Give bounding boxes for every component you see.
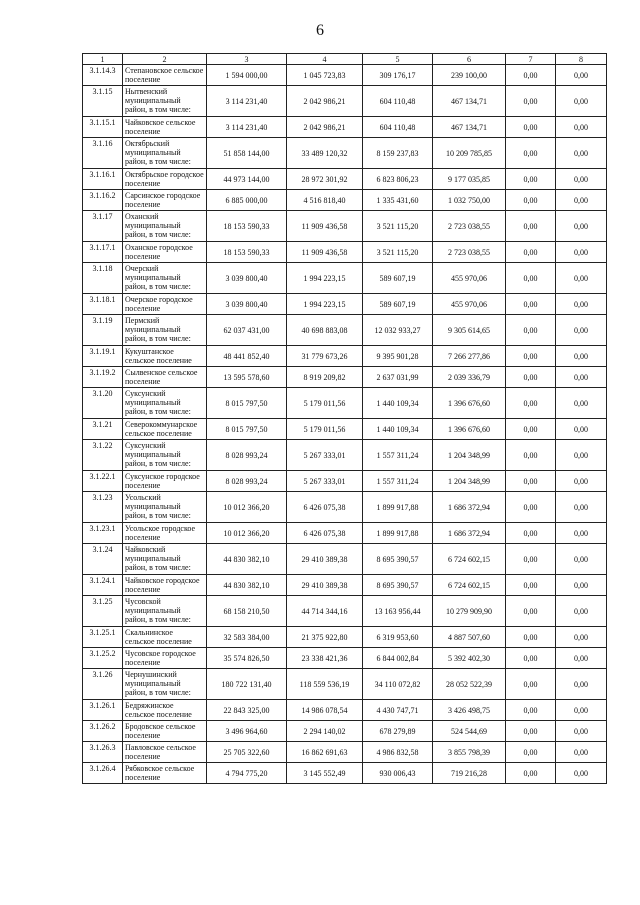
column-header: 6 <box>433 54 506 65</box>
table-row <box>83 575 607 596</box>
cell-col8: 0,00 <box>556 492 607 523</box>
table-row <box>83 117 607 138</box>
cell-col3: 6 885 000,00 <box>207 190 287 211</box>
cell-col5: 6 844 002,84 <box>363 648 433 669</box>
cell-col4: 5 179 011,56 <box>287 419 363 440</box>
cell-col4: 23 338 421,36 <box>287 648 363 669</box>
cell-col4: 11 909 436,58 <box>287 242 363 263</box>
cell-col7: 0,00 <box>506 367 556 388</box>
cell-col4: 2 294 140,02 <box>287 721 363 742</box>
cell-col8: 0,00 <box>556 346 607 367</box>
row-code: 3.1.23 <box>83 492 123 523</box>
cell-col6: 3 426 498,75 <box>433 700 506 721</box>
row-code: 3.1.26 <box>83 669 123 700</box>
cell-col8: 0,00 <box>556 763 607 784</box>
cell-col4: 44 714 344,16 <box>287 596 363 627</box>
cell-col8: 0,00 <box>556 169 607 190</box>
cell-col3: 48 441 852,40 <box>207 346 287 367</box>
cell-col6: 455 970,06 <box>433 263 506 294</box>
column-header: 8 <box>556 54 607 65</box>
row-code: 3.1.24 <box>83 544 123 575</box>
cell-col4: 11 909 436,58 <box>287 211 363 242</box>
cell-col6: 9 305 614,65 <box>433 315 506 346</box>
cell-col4: 5 179 011,56 <box>287 388 363 419</box>
cell-col8: 0,00 <box>556 523 607 544</box>
cell-col3: 8 015 797,50 <box>207 419 287 440</box>
cell-col7: 0,00 <box>506 294 556 315</box>
cell-col6: 6 724 602,15 <box>433 544 506 575</box>
cell-col8: 0,00 <box>556 65 607 86</box>
cell-col3: 10 012 366,20 <box>207 492 287 523</box>
row-code: 3.1.20 <box>83 388 123 419</box>
cell-col4: 3 145 552,49 <box>287 763 363 784</box>
row-code: 3.1.19 <box>83 315 123 346</box>
cell-col5: 930 006,43 <box>363 763 433 784</box>
row-code: 3.1.22 <box>83 440 123 471</box>
cell-col8: 0,00 <box>556 190 607 211</box>
row-code: 3.1.21 <box>83 419 123 440</box>
row-name: Сарсинское городское поселение <box>123 190 207 211</box>
cell-col5: 13 163 956,44 <box>363 596 433 627</box>
cell-col5: 3 521 115,20 <box>363 242 433 263</box>
row-code: 3.1.22.1 <box>83 471 123 492</box>
cell-col6: 467 134,71 <box>433 86 506 117</box>
cell-col4: 33 489 120,32 <box>287 138 363 169</box>
row-name: Суксунское городское поселение <box>123 471 207 492</box>
cell-col4: 28 972 301,92 <box>287 169 363 190</box>
row-name: Павловское сельское поселение <box>123 742 207 763</box>
row-code: 3.1.14.3 <box>83 65 123 86</box>
row-name: Чусовской муниципальный район, в том числе: <box>123 596 207 627</box>
cell-col3: 8 015 797,50 <box>207 388 287 419</box>
row-name: Бедряжинское сельское поселение <box>123 700 207 721</box>
row-name: Сылвенское сельское поселение <box>123 367 207 388</box>
cell-col3: 44 973 144,00 <box>207 169 287 190</box>
cell-col7: 0,00 <box>506 544 556 575</box>
cell-col6: 239 100,00 <box>433 65 506 86</box>
row-name: Скальнинское сельское поселение <box>123 627 207 648</box>
cell-col5: 1 899 917,88 <box>363 492 433 523</box>
row-code: 3.1.15.1 <box>83 117 123 138</box>
cell-col5: 309 176,17 <box>363 65 433 86</box>
cell-col3: 44 830 382,10 <box>207 575 287 596</box>
cell-col6: 1 396 676,60 <box>433 388 506 419</box>
cell-col5: 1 335 431,60 <box>363 190 433 211</box>
table-row <box>83 86 607 117</box>
cell-col4: 16 862 691,63 <box>287 742 363 763</box>
cell-col3: 3 114 231,40 <box>207 117 287 138</box>
cell-col6: 4 887 507,60 <box>433 627 506 648</box>
column-header: 3 <box>207 54 287 65</box>
cell-col6: 1 204 348,99 <box>433 471 506 492</box>
cell-col8: 0,00 <box>556 544 607 575</box>
cell-col4: 1 045 723,83 <box>287 65 363 86</box>
cell-col8: 0,00 <box>556 627 607 648</box>
row-code: 3.1.25 <box>83 596 123 627</box>
cell-col6: 1 204 348,99 <box>433 440 506 471</box>
cell-col5: 12 032 933,27 <box>363 315 433 346</box>
column-header: 4 <box>287 54 363 65</box>
row-name: Кукуштанское сельское поселение <box>123 346 207 367</box>
cell-col7: 0,00 <box>506 763 556 784</box>
cell-col4: 6 426 075,38 <box>287 492 363 523</box>
row-code: 3.1.25.1 <box>83 627 123 648</box>
cell-col7: 0,00 <box>506 242 556 263</box>
cell-col4: 31 779 673,26 <box>287 346 363 367</box>
row-name: Октябрьское городское поселение <box>123 169 207 190</box>
cell-col8: 0,00 <box>556 669 607 700</box>
cell-col6: 7 266 277,86 <box>433 346 506 367</box>
cell-col7: 0,00 <box>506 669 556 700</box>
row-code: 3.1.25.2 <box>83 648 123 669</box>
cell-col6: 6 724 602,15 <box>433 575 506 596</box>
cell-col3: 1 594 000,00 <box>207 65 287 86</box>
row-name: Пермский муниципальный район, в том числе: <box>123 315 207 346</box>
row-code: 3.1.26.1 <box>83 700 123 721</box>
cell-col8: 0,00 <box>556 211 607 242</box>
table-row <box>83 669 607 700</box>
cell-col5: 8 695 390,57 <box>363 544 433 575</box>
row-code: 3.1.19.1 <box>83 346 123 367</box>
table-row <box>83 763 607 784</box>
cell-col4: 4 516 818,40 <box>287 190 363 211</box>
cell-col5: 9 395 901,28 <box>363 346 433 367</box>
cell-col4: 1 994 223,15 <box>287 294 363 315</box>
row-code: 3.1.16.1 <box>83 169 123 190</box>
row-code: 3.1.26.4 <box>83 763 123 784</box>
cell-col3: 18 153 590,33 <box>207 242 287 263</box>
cell-col5: 6 823 806,23 <box>363 169 433 190</box>
cell-col6: 1 686 372,94 <box>433 492 506 523</box>
cell-col6: 1 396 676,60 <box>433 419 506 440</box>
row-name: Очерский муниципальный район, в том числе: <box>123 263 207 294</box>
cell-col4: 5 267 333,01 <box>287 471 363 492</box>
cell-col5: 604 110,48 <box>363 117 433 138</box>
cell-col5: 2 637 031,99 <box>363 367 433 388</box>
cell-col3: 62 037 431,00 <box>207 315 287 346</box>
cell-col8: 0,00 <box>556 721 607 742</box>
cell-col3: 22 843 325,00 <box>207 700 287 721</box>
cell-col4: 40 698 883,08 <box>287 315 363 346</box>
table-row <box>83 700 607 721</box>
cell-col5: 589 607,19 <box>363 263 433 294</box>
row-code: 3.1.16.2 <box>83 190 123 211</box>
table-row <box>83 492 607 523</box>
cell-col5: 1 557 311,24 <box>363 440 433 471</box>
cell-col5: 3 521 115,20 <box>363 211 433 242</box>
cell-col5: 589 607,19 <box>363 294 433 315</box>
row-name: Нытвенский муниципальный район, в том числе: <box>123 86 207 117</box>
cell-col7: 0,00 <box>506 700 556 721</box>
cell-col5: 34 110 072,82 <box>363 669 433 700</box>
cell-col8: 0,00 <box>556 294 607 315</box>
row-name: Степановское сельское поселение <box>123 65 207 86</box>
row-name: Рябковское сельское поселение <box>123 763 207 784</box>
cell-col6: 1 032 750,00 <box>433 190 506 211</box>
cell-col7: 0,00 <box>506 471 556 492</box>
cell-col8: 0,00 <box>556 315 607 346</box>
row-name: Очерское городское поселение <box>123 294 207 315</box>
cell-col8: 0,00 <box>556 575 607 596</box>
header-row <box>83 54 607 65</box>
cell-col5: 6 319 953,60 <box>363 627 433 648</box>
cell-col7: 0,00 <box>506 138 556 169</box>
table-row <box>83 367 607 388</box>
cell-col6: 2 039 336,79 <box>433 367 506 388</box>
cell-col5: 8 695 390,57 <box>363 575 433 596</box>
cell-col8: 0,00 <box>556 596 607 627</box>
cell-col6: 10 279 909,90 <box>433 596 506 627</box>
row-name: Северокоммунарское сельское поселение <box>123 419 207 440</box>
table-row <box>83 138 607 169</box>
column-header: 2 <box>123 54 207 65</box>
cell-col8: 0,00 <box>556 138 607 169</box>
cell-col3: 3 039 800,40 <box>207 294 287 315</box>
table-row <box>83 346 607 367</box>
cell-col3: 8 028 993,24 <box>207 440 287 471</box>
cell-col8: 0,00 <box>556 242 607 263</box>
row-name: Октябрьский муниципальный район, в том числе: <box>123 138 207 169</box>
cell-col7: 0,00 <box>506 211 556 242</box>
cell-col7: 0,00 <box>506 169 556 190</box>
table-row <box>83 294 607 315</box>
cell-col5: 1 440 109,34 <box>363 419 433 440</box>
cell-col6: 28 052 522,39 <box>433 669 506 700</box>
cell-col3: 18 153 590,33 <box>207 211 287 242</box>
cell-col8: 0,00 <box>556 86 607 117</box>
table-body <box>83 65 607 784</box>
cell-col5: 4 986 832,58 <box>363 742 433 763</box>
cell-col3: 35 574 826,50 <box>207 648 287 669</box>
cell-col7: 0,00 <box>506 492 556 523</box>
cell-col3: 44 830 382,10 <box>207 544 287 575</box>
cell-col7: 0,00 <box>506 648 556 669</box>
cell-col4: 29 410 389,38 <box>287 544 363 575</box>
column-header: 7 <box>506 54 556 65</box>
cell-col6: 10 209 785,85 <box>433 138 506 169</box>
row-code: 3.1.15 <box>83 86 123 117</box>
row-code: 3.1.23.1 <box>83 523 123 544</box>
table-row <box>83 440 607 471</box>
cell-col7: 0,00 <box>506 388 556 419</box>
cell-col3: 4 794 775,20 <box>207 763 287 784</box>
cell-col6: 719 216,28 <box>433 763 506 784</box>
cell-col3: 10 012 366,20 <box>207 523 287 544</box>
cell-col8: 0,00 <box>556 419 607 440</box>
cell-col3: 13 595 578,60 <box>207 367 287 388</box>
cell-col6: 467 134,71 <box>433 117 506 138</box>
cell-col3: 3 114 231,40 <box>207 86 287 117</box>
cell-col8: 0,00 <box>556 648 607 669</box>
table-row <box>83 315 607 346</box>
table-row <box>83 742 607 763</box>
cell-col7: 0,00 <box>506 315 556 346</box>
cell-col5: 1 899 917,88 <box>363 523 433 544</box>
cell-col5: 4 430 747,71 <box>363 700 433 721</box>
table-row <box>83 211 607 242</box>
cell-col7: 0,00 <box>506 596 556 627</box>
cell-col4: 21 375 922,80 <box>287 627 363 648</box>
table-row <box>83 169 607 190</box>
cell-col7: 0,00 <box>506 627 556 648</box>
row-code: 3.1.26.2 <box>83 721 123 742</box>
cell-col6: 2 723 038,55 <box>433 242 506 263</box>
table-row <box>83 65 607 86</box>
cell-col4: 1 994 223,15 <box>287 263 363 294</box>
row-code: 3.1.19.2 <box>83 367 123 388</box>
cell-col3: 25 705 322,60 <box>207 742 287 763</box>
cell-col8: 0,00 <box>556 742 607 763</box>
table-row <box>83 544 607 575</box>
cell-col4: 2 042 986,21 <box>287 86 363 117</box>
row-code: 3.1.24.1 <box>83 575 123 596</box>
cell-col7: 0,00 <box>506 65 556 86</box>
cell-col8: 0,00 <box>556 471 607 492</box>
table-row <box>83 648 607 669</box>
row-name: Суксунский муниципальный район, в том числе: <box>123 440 207 471</box>
cell-col5: 1 440 109,34 <box>363 388 433 419</box>
cell-col3: 8 028 993,24 <box>207 471 287 492</box>
cell-col4: 118 559 536,19 <box>287 669 363 700</box>
row-name: Чайковское городское поселение <box>123 575 207 596</box>
cell-col5: 1 557 311,24 <box>363 471 433 492</box>
cell-col7: 0,00 <box>506 263 556 294</box>
cell-col6: 2 723 038,55 <box>433 211 506 242</box>
cell-col7: 0,00 <box>506 86 556 117</box>
table-row <box>83 419 607 440</box>
cell-col4: 5 267 333,01 <box>287 440 363 471</box>
cell-col6: 3 855 798,39 <box>433 742 506 763</box>
cell-col8: 0,00 <box>556 367 607 388</box>
table-row <box>83 471 607 492</box>
cell-col4: 14 986 078,54 <box>287 700 363 721</box>
cell-col7: 0,00 <box>506 440 556 471</box>
row-name: Чайковское сельское поселение <box>123 117 207 138</box>
table-row <box>83 388 607 419</box>
cell-col6: 1 686 372,94 <box>433 523 506 544</box>
cell-col6: 9 177 035,85 <box>433 169 506 190</box>
column-header: 5 <box>363 54 433 65</box>
row-code: 3.1.17.1 <box>83 242 123 263</box>
cell-col7: 0,00 <box>506 721 556 742</box>
cell-col8: 0,00 <box>556 263 607 294</box>
row-code: 3.1.18.1 <box>83 294 123 315</box>
cell-col7: 0,00 <box>506 575 556 596</box>
table-row <box>83 523 607 544</box>
row-name: Чайковский муниципальный район, в том числе: <box>123 544 207 575</box>
cell-col6: 5 392 402,30 <box>433 648 506 669</box>
cell-col5: 604 110,48 <box>363 86 433 117</box>
cell-col4: 8 919 209,82 <box>287 367 363 388</box>
table-row <box>83 263 607 294</box>
cell-col8: 0,00 <box>556 388 607 419</box>
cell-col3: 3 496 964,60 <box>207 721 287 742</box>
row-code: 3.1.16 <box>83 138 123 169</box>
cell-col3: 32 583 384,00 <box>207 627 287 648</box>
cell-col5: 8 159 237,83 <box>363 138 433 169</box>
cell-col7: 0,00 <box>506 419 556 440</box>
cell-col3: 180 722 131,40 <box>207 669 287 700</box>
cell-col4: 6 426 075,38 <box>287 523 363 544</box>
table-row <box>83 596 607 627</box>
row-name: Суксунский муниципальный район, в том числе: <box>123 388 207 419</box>
cell-col3: 68 158 210,50 <box>207 596 287 627</box>
row-name: Бродовское сельское поселение <box>123 721 207 742</box>
cell-col8: 0,00 <box>556 700 607 721</box>
table-row <box>83 721 607 742</box>
row-code: 3.1.17 <box>83 211 123 242</box>
cell-col7: 0,00 <box>506 117 556 138</box>
cell-col8: 0,00 <box>556 440 607 471</box>
row-name: Усольское городское поселение <box>123 523 207 544</box>
budget-table <box>82 53 607 784</box>
table-row <box>83 627 607 648</box>
cell-col4: 2 042 986,21 <box>287 117 363 138</box>
cell-col3: 51 858 144,00 <box>207 138 287 169</box>
cell-col5: 678 279,89 <box>363 721 433 742</box>
table-row <box>83 242 607 263</box>
row-code: 3.1.18 <box>83 263 123 294</box>
row-code: 3.1.26.3 <box>83 742 123 763</box>
page-number: 6 <box>316 22 324 39</box>
row-name: Усольский муниципальный район, в том числе: <box>123 492 207 523</box>
cell-col3: 3 039 800,40 <box>207 263 287 294</box>
row-name: Оханский муниципальный район, в том числе: <box>123 211 207 242</box>
cell-col6: 455 970,06 <box>433 294 506 315</box>
table-row <box>83 190 607 211</box>
row-name: Чернушинский муниципальный район, в том числе: <box>123 669 207 700</box>
cell-col6: 524 544,69 <box>433 721 506 742</box>
cell-col7: 0,00 <box>506 190 556 211</box>
column-header: 1 <box>83 54 123 65</box>
cell-col8: 0,00 <box>556 117 607 138</box>
row-name: Чусовское городское поселение <box>123 648 207 669</box>
row-name: Оханское городское поселение <box>123 242 207 263</box>
cell-col7: 0,00 <box>506 523 556 544</box>
cell-col4: 29 410 389,38 <box>287 575 363 596</box>
cell-col7: 0,00 <box>506 742 556 763</box>
cell-col7: 0,00 <box>506 346 556 367</box>
